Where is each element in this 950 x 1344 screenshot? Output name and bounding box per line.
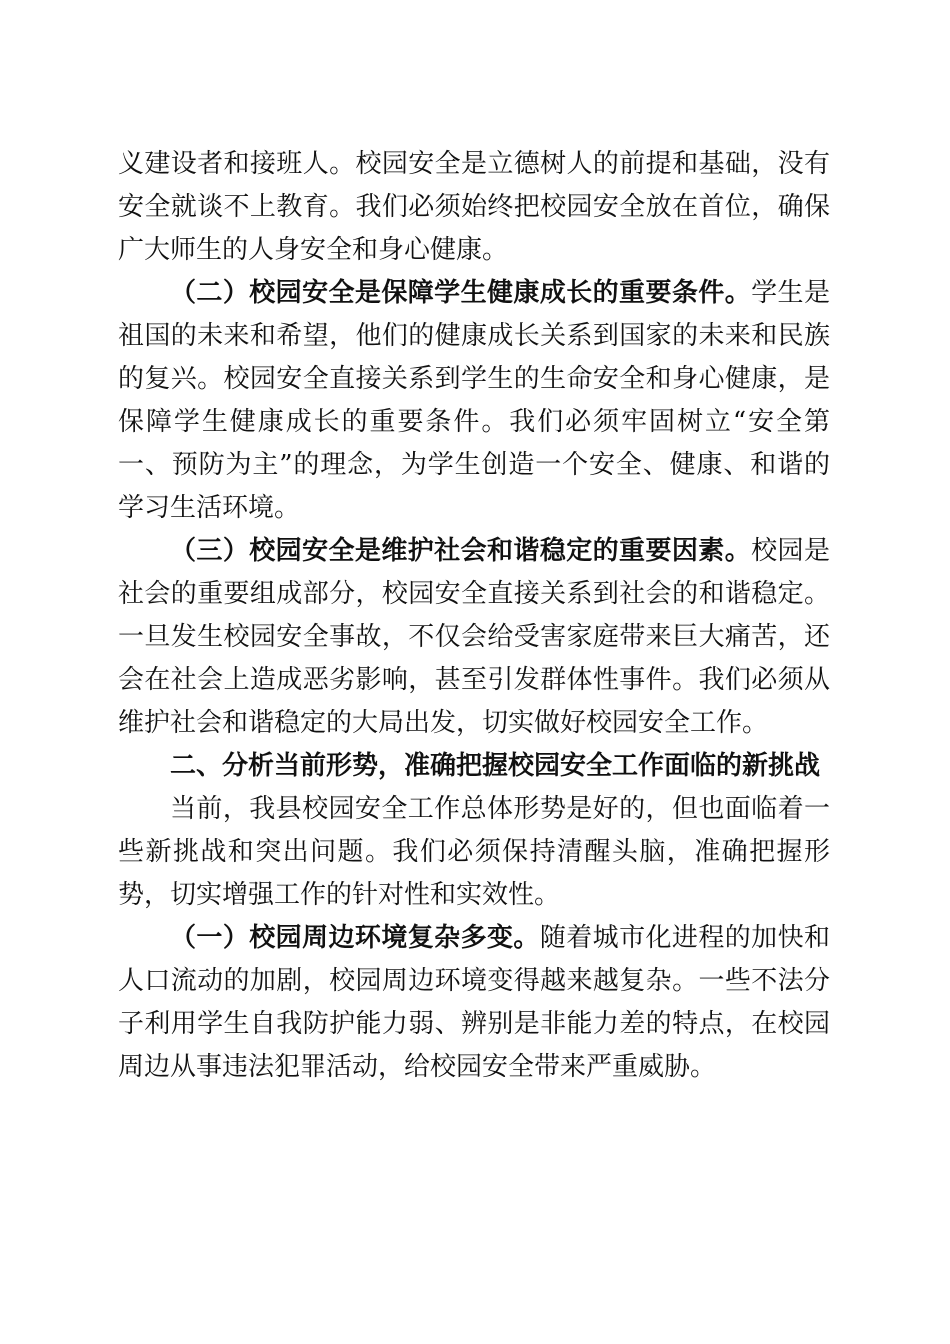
paragraph-lead: （二）校园安全是保障学生健康成长的重要条件。 xyxy=(170,278,752,308)
paragraph-text: 当前，我县校园安全工作总体形势是好的，但也面临着一些新挑战和突出问题。我们必须保持清醒头脑，准确把握形势，切实增强工作的针对性和实效性。 xyxy=(118,794,830,910)
paragraph-text: 随着城市化进程的加快和人口流动的加剧，校园周边环境变得越来越复杂。一些不法分子利用学生自我防护能力弱、辨别是非能力差的特点，在校园周边从事违法犯罪活动，给校园安全带来严重威胁。 xyxy=(118,923,830,1082)
paragraph-lead: （三）校园安全是维护社会和谐稳定的重要因素。 xyxy=(170,536,752,566)
paragraph-subsection-1 xyxy=(118,917,830,1089)
paragraph-subsection-3 xyxy=(118,530,830,745)
paragraph-text: 校园是社会的重要组成部分，校园安全直接关系到社会的和谐稳定。一旦发生校园安全事故，不仅会给受害家庭带来巨大痛苦，还会在社会上造成恶劣影响，甚至引发群体性事件。我们必须从维护社会和谐稳定的大局出发，切实做好校园安全工作。 xyxy=(118,536,830,738)
paragraph-lead: （一）校园周边环境复杂多变。 xyxy=(170,923,540,953)
paragraph-subsection-2 xyxy=(118,272,830,530)
section-heading: 二、分析当前形势，准确把握校园安全工作面临的新挑战 xyxy=(170,751,821,781)
paragraph-overview xyxy=(118,788,830,917)
paragraph-text: 学生是祖国的未来和希望，他们的健康成长关系到国家的未来和民族的复兴。校园安全直接关系到学生的生命安全和身心健康，是保障学生健康成长的重要条件。我们必须牢固树立“安全第一、预防为主”的理念，为学生创造一个安全、健康、和谐的学习生活环境。 xyxy=(118,278,830,523)
paragraph-continuation xyxy=(118,143,830,272)
document-body xyxy=(118,143,830,1089)
paragraph-text: 义建设者和接班人。校园安全是立德树人的前提和基础，没有安全就谈不上教育。我们必须始终把校园安全放在首位，确保广大师生的人身安全和身心健康。 xyxy=(118,149,830,265)
